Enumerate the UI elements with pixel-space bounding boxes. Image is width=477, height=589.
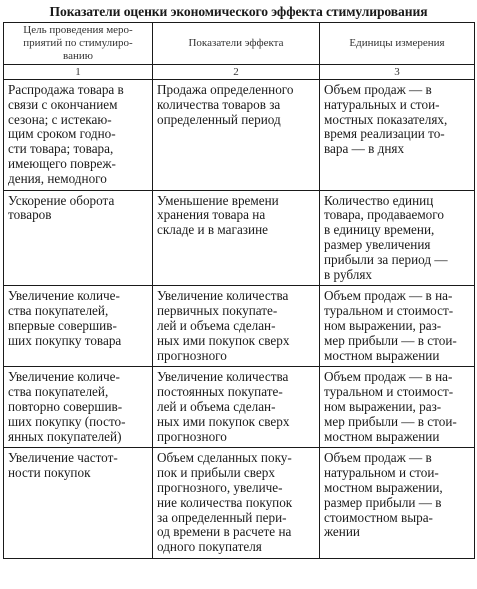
- cell-line: имеющего повреж-: [8, 155, 116, 171]
- cell-indicator: [153, 80, 320, 191]
- cell-line: мостных показателях,: [324, 111, 448, 127]
- table-row: [4, 286, 475, 367]
- cell-line: товаров: [8, 207, 52, 223]
- cell-line: туральном и стоимост-: [324, 384, 454, 400]
- cell-unit: [320, 367, 475, 448]
- cell-line: Ускорение оборота: [8, 192, 115, 208]
- cell-line: туральном и стоимост-: [324, 303, 454, 319]
- header-row: [4, 23, 475, 65]
- cell-line: Объем продаж — в на-: [324, 369, 453, 385]
- cell-goal: [4, 80, 153, 191]
- cell-line: за определенный пери-: [157, 509, 287, 525]
- cell-line: Уменьшение времени: [157, 192, 279, 208]
- cell-line: ных ими покупок сверх: [157, 332, 290, 348]
- cell-indicator: [153, 367, 320, 448]
- cell-unit: [320, 448, 475, 559]
- table-row: [4, 80, 475, 191]
- cell-line: дения, немодного: [8, 170, 107, 186]
- cell-line: постоянных покупате-: [157, 384, 283, 400]
- cell-line: мер прибыли — в стои-: [324, 332, 457, 348]
- cell-line: мостном выражении: [324, 428, 440, 444]
- cell-line: янных покупателей): [8, 428, 122, 444]
- cell-line: прогнозного, увеличе-: [157, 479, 283, 495]
- cell-line: размер прибыли — в: [324, 494, 442, 510]
- cell-line: мостном выражении,: [324, 479, 443, 495]
- header-goal: [4, 23, 153, 65]
- column-number: 1: [4, 65, 153, 80]
- cell-line: ших покупку (посто-: [8, 413, 126, 429]
- cell-line: пок и прибыли сверх: [157, 465, 275, 481]
- cell-line: Объем продаж — в: [324, 82, 432, 97]
- header-line: приятий по стимулиро-: [23, 37, 133, 49]
- cell-line: в рублях: [324, 266, 372, 282]
- cell-line: количества товаров за: [157, 96, 281, 112]
- cell-goal: [4, 367, 153, 448]
- cell-line: ства покупателей,: [8, 384, 109, 400]
- cell-line: Увеличение частот-: [8, 450, 118, 466]
- column-number: 3: [320, 65, 475, 80]
- cell-line: ном выражении, раз-: [324, 398, 442, 414]
- cell-line: определенный период: [157, 111, 281, 127]
- header-unit: [320, 23, 475, 65]
- cell-indicator: [153, 286, 320, 367]
- table-row: [4, 367, 475, 448]
- cell-line: Продажа определенного: [157, 82, 294, 97]
- column-number-row: [4, 65, 475, 80]
- cell-line: Объем сделанных поку-: [157, 450, 292, 466]
- cell-line: в единицу времени,: [324, 222, 435, 238]
- cell-line: размер увеличения: [324, 236, 431, 252]
- cell-goal: [4, 286, 153, 367]
- cell-line: ности покупок: [8, 465, 91, 481]
- cell-line: прогнозного: [157, 347, 227, 363]
- document-page: [3, 2, 474, 559]
- cell-line: ных ими покупок сверх: [157, 413, 290, 429]
- cell-line: ние количества покупок: [157, 494, 293, 510]
- cell-line: щим сроком годно-: [8, 126, 116, 142]
- cell-line: Количество единиц: [324, 192, 434, 208]
- cell-line: жении: [324, 524, 360, 540]
- cell-line: од времени в расчете на: [157, 524, 292, 540]
- cell-line: впервые совершив-: [8, 317, 117, 333]
- cell-line: первичных покупате-: [157, 303, 278, 319]
- cell-line: Увеличение количе-: [8, 288, 120, 304]
- cell-line: Увеличение количе-: [8, 369, 120, 385]
- cell-line: мер прибыли — в стои-: [324, 413, 457, 429]
- cell-line: сезона; с истекаю-: [8, 111, 112, 127]
- column-number: 2: [153, 65, 320, 80]
- header-line: Единицы измерения: [349, 37, 445, 49]
- cell-line: одного покупателя: [157, 539, 262, 555]
- header-indicator: [153, 23, 320, 65]
- cell-unit: [320, 286, 475, 367]
- cell-line: прибыли за период —: [324, 251, 448, 267]
- cell-line: Объем продаж — в на-: [324, 288, 453, 304]
- cell-goal: [4, 448, 153, 559]
- cell-unit: [320, 190, 475, 286]
- cell-line: Увеличение количества: [157, 288, 289, 304]
- cell-line: Увеличение количества: [157, 369, 289, 385]
- header-line: Цель проведения меро-: [23, 24, 133, 36]
- cell-line: складе и в магазине: [157, 222, 268, 238]
- cell-line: натуральных и стои-: [324, 96, 440, 112]
- header-line: ванию: [63, 50, 93, 62]
- cell-line: лей и объема сделан-: [157, 317, 276, 333]
- cell-line: ном выражении, раз-: [324, 317, 442, 333]
- cell-line: ших покупку товара: [8, 332, 122, 348]
- cell-line: ства покупателей,: [8, 303, 109, 319]
- header-line: Показатели эффекта: [188, 37, 284, 49]
- cell-line: повторно совершив-: [8, 398, 123, 414]
- cell-line: натуральном и стои-: [324, 465, 439, 481]
- table-row: [4, 448, 475, 559]
- cell-unit: [320, 80, 475, 191]
- cell-indicator: [153, 190, 320, 286]
- table-title: Показатели оценки экономического эффекта стимулирования: [49, 4, 428, 19]
- cell-line: время реализации то-: [324, 126, 445, 142]
- cell-line: стоимостном выра-: [324, 509, 433, 525]
- cell-goal: [4, 190, 153, 286]
- cell-line: связи с окончанием: [8, 96, 118, 112]
- cell-indicator: [153, 448, 320, 559]
- stimulation-effect-table: [3, 22, 475, 559]
- cell-line: лей и объема сделан-: [157, 398, 276, 414]
- cell-line: сти товара; товара,: [8, 141, 114, 157]
- table-row: [4, 190, 475, 286]
- cell-line: товара, продаваемого: [324, 207, 444, 223]
- cell-line: Объем продаж — в: [324, 450, 432, 466]
- cell-line: мостном выражении: [324, 347, 440, 363]
- cell-line: хранения товара на: [157, 207, 266, 223]
- cell-line: Распродажа товара в: [8, 82, 124, 97]
- cell-line: прогнозного: [157, 428, 227, 444]
- cell-line: вара — в днях: [324, 141, 405, 157]
